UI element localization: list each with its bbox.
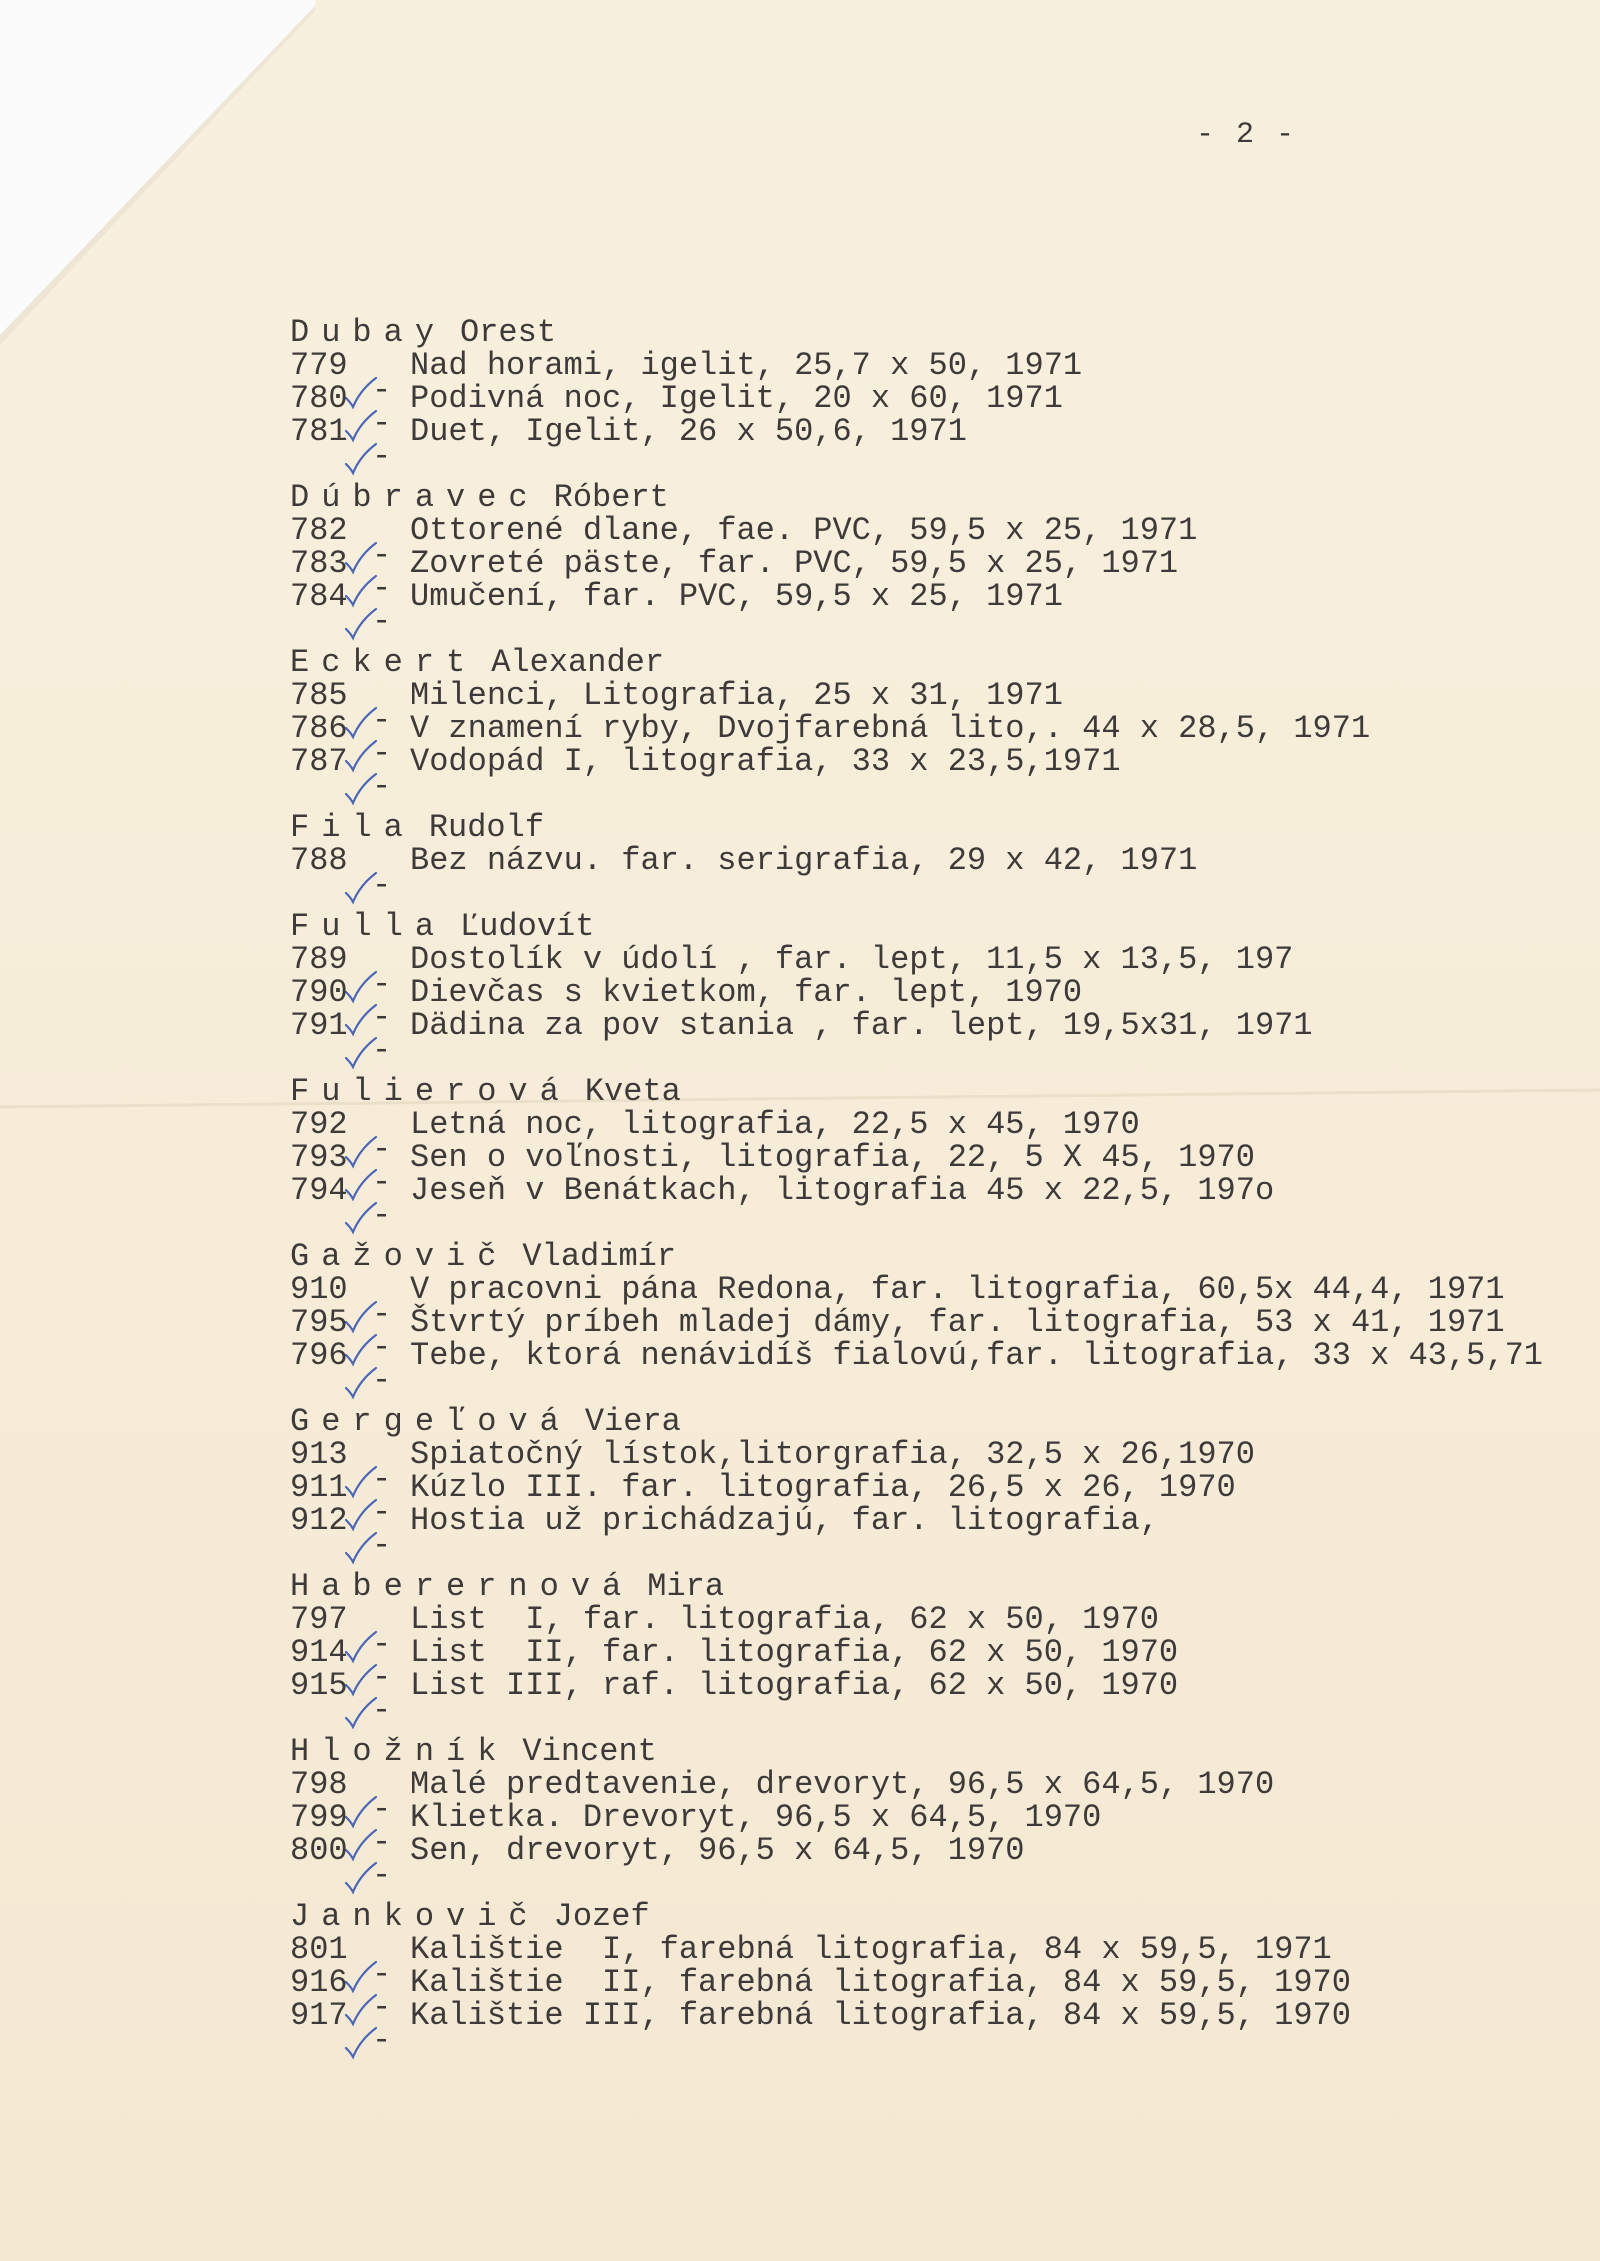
artwork-entry: 792 - Letná noc, litografia, 22,5 x 45, 1970 [290, 1106, 1140, 1168]
artist-heading [290, 1405, 1580, 1438]
artwork-description: Vodopád I, litografia, 33 x 23,5,1971 [410, 743, 1121, 780]
artwork-entry: 912 - Hostia už prichádzajú, far. litografia, [290, 1502, 1159, 1564]
artist-surname: Hložník [290, 1733, 509, 1770]
artist-heading [290, 811, 1580, 844]
artwork-entry: 917 - Kalištie III, farebná litografia, 84 x 59,5, 1970 [290, 1997, 1351, 2059]
catalog-number: 793 [290, 1139, 348, 1176]
catalog-number: 789 [290, 941, 348, 978]
artwork-description: List I, far. litografia, 62 x 50, 1970 [410, 1601, 1159, 1638]
catalog-number: 915 [290, 1667, 348, 1704]
artwork-description: Dievčas s kvietkom, far. lept, 1970 [410, 974, 1083, 1011]
artwork-description: Nad horami, igelit, 25,7 x 50, 1971 [410, 347, 1083, 384]
catalog-number: 780 [290, 380, 348, 417]
artwork-entry: 781 - Duet, Igelit, 26 x 50,6, 1971 [290, 413, 967, 475]
artist-firstname: Mira [647, 1568, 725, 1605]
artist-surname: Haberernová [290, 1568, 634, 1605]
catalog-number: 911 [290, 1469, 348, 1506]
artist-group [290, 908, 1580, 1069]
artwork-description: List III, raf. litografia, 62 x 50, 1970 [410, 1667, 1179, 1704]
artist-group [290, 1733, 1580, 1894]
artwork-description: Dostolík v údolí , far. lept, 11,5 x 13,5, 197 [410, 941, 1294, 978]
artist-heading [290, 1570, 1580, 1603]
artist-firstname: Jozef [553, 1898, 650, 1935]
artwork-entry: 783 - Zovreté päste, far. PVC, 59,5 x 25, 1971 [290, 545, 1179, 607]
artist-surname: Fulla [290, 908, 447, 945]
artist-group [290, 1898, 1580, 2059]
catalog-number: 791 [290, 1007, 348, 1044]
artwork-entry: 795 - Štvrtý príbeh mladej dámy, far. litografia, 53 x 41, 1971 [290, 1304, 1505, 1366]
artist-group [290, 1073, 1580, 1234]
artist-firstname: Vladimír [522, 1238, 677, 1275]
artwork-description: V znamení ryby, Dvojfarebná lito,. 44 x 28,5, 1971 [410, 710, 1371, 747]
artist-group [290, 809, 1580, 904]
artist-group [290, 314, 1580, 475]
catalog-number: 784 [290, 578, 348, 615]
artist-firstname: Orest [460, 314, 557, 351]
artist-surname: Dubay [290, 314, 447, 351]
catalog-number: 800 [290, 1832, 348, 1869]
catalog-number: 783 [290, 545, 348, 582]
catalog-number: 913 [290, 1436, 348, 1473]
artist-firstname: Kveta [584, 1073, 681, 1110]
artist-surname: Gergeľová [290, 1403, 571, 1440]
artist-group [290, 1403, 1580, 1564]
artwork-description: Kúzlo III. far. litografia, 26,5 x 26, 1970 [410, 1469, 1236, 1506]
artwork-description: Kalištie I, farebná litografia, 84 x 59,5, 1971 [410, 1931, 1332, 1968]
catalog-number: 788 [290, 842, 348, 879]
artwork-description: List II, far. litografia, 62 x 50, 1970 [410, 1634, 1179, 1671]
catalog-number: 790 [290, 974, 348, 1011]
artist-firstname: Róbert [553, 479, 669, 516]
artwork-entry: 779 - Nad horami, igelit, 25,7 x 50, 1971 [290, 347, 1083, 409]
catalog-number: 781 [290, 413, 348, 450]
catalog-number: 782 [290, 512, 348, 549]
artwork-description: Duet, Igelit, 26 x 50,6, 1971 [410, 413, 967, 450]
artwork-description: Sen, drevoryt, 96,5 x 64,5, 1970 [410, 1832, 1025, 1869]
artwork-entry: 780 - Podivná noc, Igelit, 20 x 60, 1971 [290, 380, 1063, 442]
artwork-description: V pracovni pána Redona, far. litografia, 60,5x 44,4, 1971 [410, 1271, 1505, 1308]
catalog-number: 795 [290, 1304, 348, 1341]
artwork-entry: 789 - Dostolík v údolí , far. lept, 11,5 x 13,5, 197 [290, 941, 1294, 1003]
artist-surname: Eckert [290, 644, 478, 681]
catalog-number: 910 [290, 1271, 348, 1308]
artwork-description: Sen o voľnosti, litografia, 22, 5 X 45, 1970 [410, 1139, 1255, 1176]
artist-group [290, 1568, 1580, 1729]
catalog-number: 779 [290, 347, 348, 384]
artwork-entry: 787 - Vodopád I, litografia, 33 x 23,5,1971 [290, 743, 1121, 805]
artwork-entry: 790 - Dievčas s kvietkom, far. lept, 1970 [290, 974, 1083, 1036]
artwork-description: Podivná noc, Igelit, 20 x 60, 1971 [410, 380, 1063, 417]
catalog-number: 917 [290, 1997, 348, 2034]
artwork-description: Ottorené dlane, fae. PVC, 59,5 x 25, 1971 [410, 512, 1198, 549]
artwork-description: Kalištie II, farebná litografia, 84 x 59,5, 1970 [410, 1964, 1351, 2001]
artist-heading [290, 1240, 1580, 1273]
catalog-number: 801 [290, 1931, 348, 1968]
artwork-entry: 796 - Tebe, ktorá nenávidíš fialovú,far. litografia, 33 x 43,5,71 [290, 1337, 1543, 1399]
artwork-description: Spiatočný lístok,litorgrafia, 32,5 x 26,1970 [410, 1436, 1255, 1473]
artist-firstname: Rudolf [428, 809, 545, 846]
artwork-entry: 791 - Dädina za pov stania , far. lept, 19,5x31, 1971 [290, 1007, 1313, 1069]
artist-heading [290, 646, 1580, 679]
artwork-entry: 913 - Spiatočný lístok,litorgrafia, 32,5 x 26,1970 [290, 1436, 1255, 1498]
artwork-entry: 799 - Klietka. Drevoryt, 96,5 x 64,5, 1970 [290, 1799, 1102, 1861]
artist-heading [290, 910, 1580, 943]
artwork-entry: 784 - Umučení, far. PVC, 59,5 x 25, 1971 [290, 578, 1063, 640]
artwork-entry: 794 - Jeseň v Benátkach, litografia 45 x 22,5, 197o [290, 1172, 1275, 1234]
catalog-number: 912 [290, 1502, 348, 1539]
artist-surname: Fulierová [290, 1073, 571, 1110]
artwork-entry: 785 - Milenci, Litografia, 25 x 31, 1971 [290, 677, 1063, 739]
catalog-number: 799 [290, 1799, 348, 1836]
artwork-description: Bez názvu. far. serigrafia, 29 x 42, 1971 [410, 842, 1198, 879]
artwork-entry: 914 - List II, far. litografia, 62 x 50, 1970 [290, 1634, 1179, 1696]
artist-heading [290, 481, 1580, 514]
artwork-description: Hostia už prichádzajú, far. litografia, [410, 1502, 1159, 1539]
artwork-description: Malé predtavenie, drevoryt, 96,5 x 64,5, 1970 [410, 1766, 1275, 1803]
artist-surname: Jankovič [290, 1898, 540, 1935]
artwork-entry: 793 - Sen o voľnosti, litografia, 22, 5 X 45, 1970 [290, 1139, 1255, 1201]
artwork-description: Umučení, far. PVC, 59,5 x 25, 1971 [410, 578, 1063, 615]
artist-surname: Gažovič [290, 1238, 509, 1275]
artwork-entry: 800 - Sen, drevoryt, 96,5 x 64,5, 1970 [290, 1832, 1025, 1894]
catalog-number: 796 [290, 1337, 348, 1374]
artwork-entry: 801 - Kalištie I, farebná litografia, 84 x 59,5, 1971 [290, 1931, 1332, 1993]
artwork-entry: 910 - V pracovni pána Redona, far. litografia, 60,5x 44,4, 1971 [290, 1271, 1505, 1333]
catalog-number: 787 [290, 743, 348, 780]
artwork-description: Kalištie III, farebná litografia, 84 x 59,5, 1970 [410, 1997, 1351, 2034]
artwork-description: Štvrtý príbeh mladej dámy, far. litografia, 53 x 41, 1971 [410, 1304, 1505, 1341]
artist-firstname: Alexander [491, 644, 665, 681]
page-number: - 2 - [1196, 118, 1297, 152]
catalog-number: 797 [290, 1601, 348, 1638]
artist-group [290, 644, 1580, 805]
artwork-description: Dädina za pov stania , far. lept, 19,5x31, 1971 [410, 1007, 1313, 1044]
artwork-entry: 786 - V znamení ryby, Dvojfarebná lito,. 44 x 28,5, 1971 [290, 710, 1371, 772]
artist-heading [290, 1075, 1580, 1108]
artist-firstname: Viera [584, 1403, 681, 1440]
artist-heading [290, 1900, 1580, 1933]
artwork-entry: 788 - Bez názvu. far. serigrafia, 29 x 42, 1971 [290, 842, 1198, 904]
artist-heading [290, 316, 1580, 349]
artwork-description: Milenci, Litografia, 25 x 31, 1971 [410, 677, 1063, 714]
artwork-entry: 916 - Kalištie II, farebná litografia, 84 x 59,5, 1970 [290, 1964, 1351, 2026]
artwork-list [290, 316, 1580, 2065]
artist-heading [290, 1735, 1580, 1768]
artwork-description: Klietka. Drevoryt, 96,5 x 64,5, 1970 [410, 1799, 1102, 1836]
artwork-description: Jeseň v Benátkach, litografia 45 x 22,5, 197o [410, 1172, 1275, 1209]
catalog-number: 786 [290, 710, 348, 747]
artist-group [290, 1238, 1580, 1399]
catalog-number: 914 [290, 1634, 348, 1671]
artist-firstname: Vincent [522, 1733, 657, 1770]
catalog-number: 794 [290, 1172, 348, 1209]
catalog-number: 798 [290, 1766, 348, 1803]
artwork-entry: 798 - Malé predtavenie, drevoryt, 96,5 x 64,5, 1970 [290, 1766, 1275, 1828]
artwork-entry: 915 - List III, raf. litografia, 62 x 50, 1970 [290, 1667, 1179, 1729]
artwork-entry: 797 - List I, far. litografia, 62 x 50, 1970 [290, 1601, 1159, 1663]
artwork-description: Tebe, ktorá nenávidíš fialovú,far. litografia, 33 x 43,5,71 [410, 1337, 1543, 1374]
artist-surname: Fila [290, 809, 415, 846]
artist-firstname: Ľudovít [460, 908, 595, 945]
catalog-number: 785 [290, 677, 348, 714]
artwork-description: Letná noc, litografia, 22,5 x 45, 1970 [410, 1106, 1140, 1143]
artist-surname: Dúbravec [290, 479, 540, 516]
artwork-entry: 782 - Ottorené dlane, fae. PVC, 59,5 x 25, 1971 [290, 512, 1198, 574]
artist-group [290, 479, 1580, 640]
catalog-number: 792 [290, 1106, 348, 1143]
artwork-entry: 911 - Kúzlo III. far. litografia, 26,5 x 26, 1970 [290, 1469, 1236, 1531]
artwork-description: Zovreté päste, far. PVC, 59,5 x 25, 1971 [410, 545, 1179, 582]
catalog-number: 916 [290, 1964, 348, 2001]
